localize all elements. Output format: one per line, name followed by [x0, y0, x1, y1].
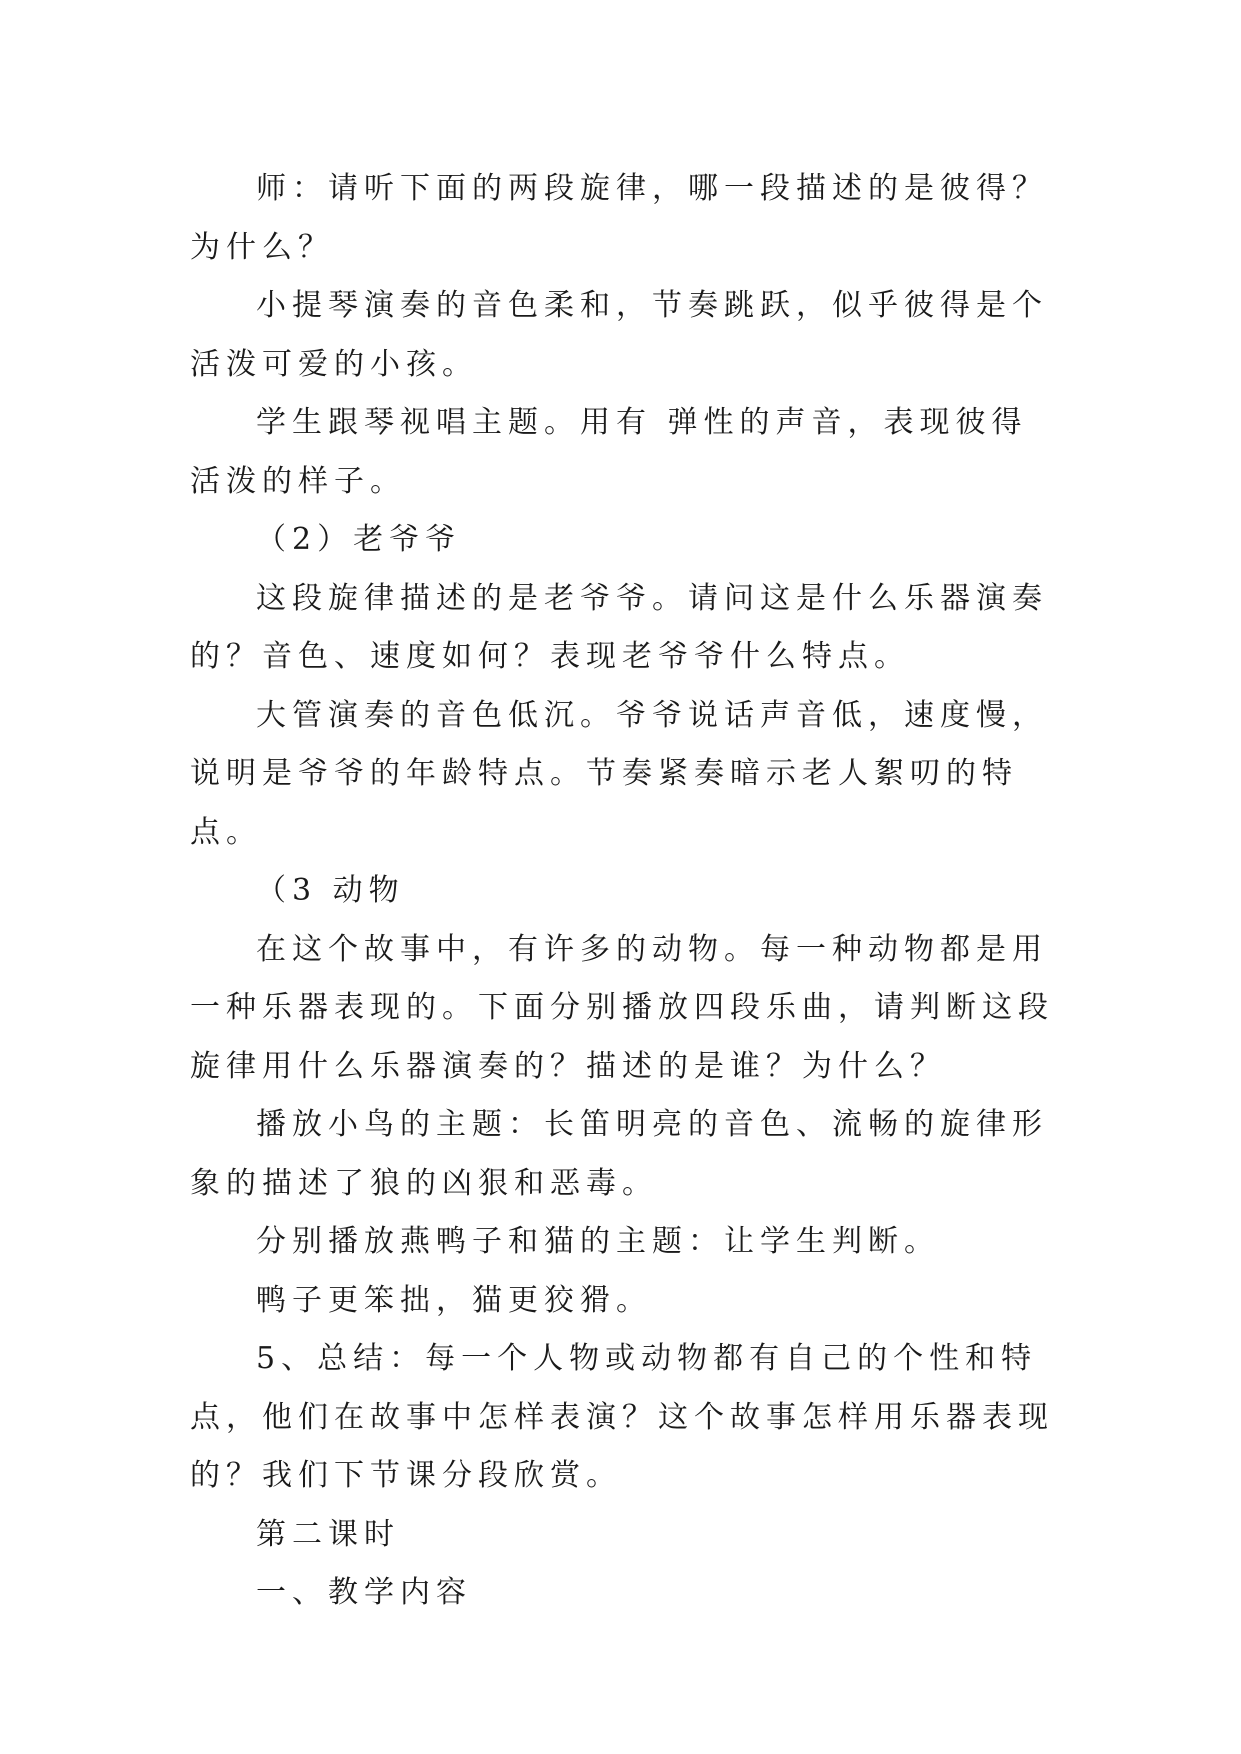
paragraph: 小提琴演奏的音色柔和，节奏跳跃，似乎彼得是个活泼可爱的小孩。 — [190, 288, 1048, 382]
section-heading: 第二课时 — [256, 1516, 400, 1552]
document-body — [190, 160, 1056, 1623]
paragraph: 在这个故事中，有许多的动物。每一种动物都是用一种乐器表现的。下面分别播放四段乐曲，请判断这段旋律用什么乐器演奏的？描述的是谁？为什么？ — [190, 931, 1054, 1084]
paragraph: 鸭子更笨拙，猫更狡猾。 — [256, 1282, 652, 1318]
paragraph: 5、总结：每一个人物或动物都有自己的个性和特点，他们在故事中怎样表演？这个故事怎样用乐器表现的？我们下节课分段欣赏。 — [190, 1341, 1054, 1493]
paragraph: 师：请听下面的两段旋律，哪一段描述的是彼得？为什么？ — [190, 171, 1048, 265]
paragraph: 这段旋律描述的是老爷爷。请问这是什么乐器演奏的？音色、速度如何？表现老爷爷什么特点。 — [190, 580, 1048, 674]
paragraph: 大管演奏的音色低沉。爷爷说话声音低，速度慢，说明是爷爷的年龄特点。节奏紧奏暗示老人絮叨的特点。 — [190, 697, 1048, 850]
section-heading: （3 动物 — [256, 873, 405, 908]
paragraph: 分别播放燕鸭子和猫的主题：让学生判断。 — [256, 1224, 940, 1259]
section-heading: 一、教学内容 — [256, 1575, 472, 1610]
paragraph: 学生跟琴视唱主题。用有 弹性的声音，表现彼得活泼的样子。 — [190, 405, 1028, 499]
paragraph: 播放小鸟的主题：长笛明亮的音色、流畅的旋律形象的描述了狼的凶狠和恶毒。 — [190, 1107, 1048, 1201]
section-heading: （2）老爷爷 — [256, 522, 462, 557]
